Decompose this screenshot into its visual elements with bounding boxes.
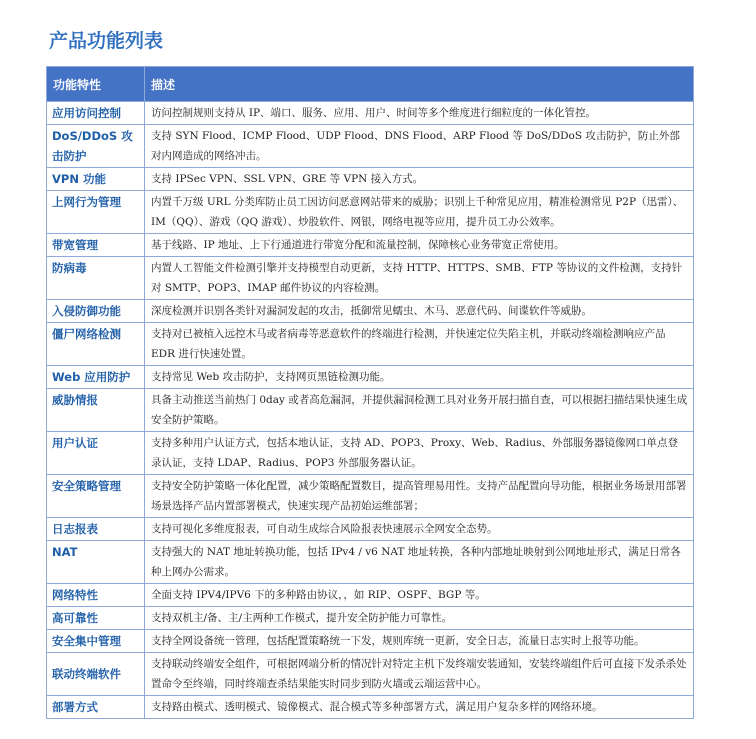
table-row	[47, 234, 694, 257]
table-row	[47, 653, 694, 696]
feature-name: VPN 功能	[47, 168, 145, 191]
feature-description: 具备主动推送当前热门 0day 或者高危漏洞，并提供漏洞检测工具对业务开展扫描自查，可以根据扫描结果快速生成安全防护策略。	[145, 389, 694, 432]
table-row	[47, 323, 694, 366]
table-row	[47, 191, 694, 234]
table-row	[47, 584, 694, 607]
feature-description: 支持可视化多维度报表，可自动生成综合风险报表快速展示全网安全态势。	[145, 518, 694, 541]
feature-name: 应用访问控制	[47, 102, 145, 125]
table-row	[47, 518, 694, 541]
feature-name: 日志报表	[47, 518, 145, 541]
header-description: 描述	[145, 67, 694, 102]
feature-description: 支持安全防护策略一体化配置，减少策略配置数目，提高管理易用性。支持产品配置向导功能，根据业务场景用部署场景选择产品内置部署模式，快速实现产品初始运维部署；	[145, 475, 694, 518]
table-row	[47, 630, 694, 653]
feature-name: 网络特性	[47, 584, 145, 607]
feature-name: 入侵防御功能	[47, 300, 145, 323]
feature-description: 支持双机主/备、主/主两种工作模式，提升安全防护能力可靠性。	[145, 607, 694, 630]
feature-name: 联动终端软件	[47, 653, 145, 696]
table-header-row	[47, 67, 694, 102]
feature-description: 访问控制规则支持从 IP、端口、服务、应用、用户、时间等多个维度进行细粒度的一体化管控。	[145, 102, 694, 125]
table-row	[47, 696, 694, 719]
feature-description: 基于线路、IP 地址、上下行通道进行带宽分配和流量控制，保障核心业务带宽正常使用。	[145, 234, 694, 257]
feature-description: 支持多种用户认证方式，包括本地认证，支持 AD、POP3、Proxy、Web、Radius、外部服务器镜像网口单点登录认证，支持 LDAP、Radius、POP3 外部服务器认证。	[145, 432, 694, 475]
feature-description: 支持 IPSec VPN、SSL VPN、GRE 等 VPN 接入方式。	[145, 168, 694, 191]
feature-name: 防病毒	[47, 257, 145, 300]
feature-name: 带宽管理	[47, 234, 145, 257]
feature-description: 支持对已被植入远控木马或者病毒等恶意软件的终端进行检测，并快速定位失陷主机，并联动终端检测响应产品 EDR 进行快速处置。	[145, 323, 694, 366]
table-row	[47, 432, 694, 475]
feature-name: NAT	[47, 541, 145, 584]
feature-description: 全面支持 IPV4/IPV6 下的多种路由协议，，如 RIP、OSPF、BGP 等。	[145, 584, 694, 607]
feature-description: 深度检测并识别各类针对漏洞发起的攻击，抵御常见蠕虫、木马、恶意代码、间谍软件等威胁。	[145, 300, 694, 323]
feature-name: Web 应用防护	[47, 366, 145, 389]
feature-name: 僵尸网络检测	[47, 323, 145, 366]
feature-name: 上网行为管理	[47, 191, 145, 234]
feature-description: 支持强大的 NAT 地址转换功能，包括 IPv4 / v6 NAT 地址转换，各种内部地址映射到公网地址形式，满足日常各种上网办公需求。	[145, 541, 694, 584]
feature-name: 部署方式	[47, 696, 145, 719]
table-row	[47, 168, 694, 191]
feature-name: 安全策略管理	[47, 475, 145, 518]
table-row	[47, 125, 694, 168]
feature-description: 支持 SYN Flood、ICMP Flood、UDP Flood、DNS Flood、ARP Flood 等 DoS/DDoS 攻击防护，防止外部对内网造成的网络冲击。	[145, 125, 694, 168]
header-feature: 功能特性	[47, 67, 145, 102]
table-row	[47, 389, 694, 432]
feature-name: 用户认证	[47, 432, 145, 475]
table-row	[47, 607, 694, 630]
feature-description: 支持联动终端安全组件，可根据网端分析的情况针对特定主机下发终端安装通知，安装终端组件后可直接下发杀杀处置命令至终端，同时终端查杀结果能实时同步到防火墙或云端运营中心。	[145, 653, 694, 696]
feature-description: 支持常见 Web 攻击防护，支持网页黑链检测功能。	[145, 366, 694, 389]
feature-name: DoS/DDoS 攻击防护	[47, 125, 145, 168]
feature-name: 安全集中管理	[47, 630, 145, 653]
feature-description: 内置人工智能文件检测引擎并支持模型自动更新，支持 HTTP、HTTPS、SMB、FTP 等协议的文件检测，支持针对 SMTP、POP3、IMAP 邮件协议的内容检测。	[145, 257, 694, 300]
feature-name: 威胁情报	[47, 389, 145, 432]
feature-description: 内置千万级 URL 分类库防止员工因访问恶意网站带来的威胁；识别上千种常见应用，精准检测常见 P2P（迅雷）、IM（QQ）、游戏（QQ 游戏）、炒股软件、网银，网络电视等应用，提升员工办公效率。	[145, 191, 694, 234]
table-row	[47, 541, 694, 584]
table-row	[47, 366, 694, 389]
feature-table	[46, 66, 694, 719]
table-row	[47, 475, 694, 518]
feature-description: 支持全网设备统一管理，包括配置策略统一下发，规则库统一更新，安全日志，流量日志实时上报等功能。	[145, 630, 694, 653]
table-row	[47, 300, 694, 323]
feature-description: 支持路由模式、透明模式、镜像模式、混合模式等多种部署方式，满足用户复杂多样的网络环境。	[145, 696, 694, 719]
feature-name: 高可靠性	[47, 607, 145, 630]
table-row	[47, 102, 694, 125]
page-title: 产品功能列表	[49, 30, 164, 52]
table-row	[47, 257, 694, 300]
